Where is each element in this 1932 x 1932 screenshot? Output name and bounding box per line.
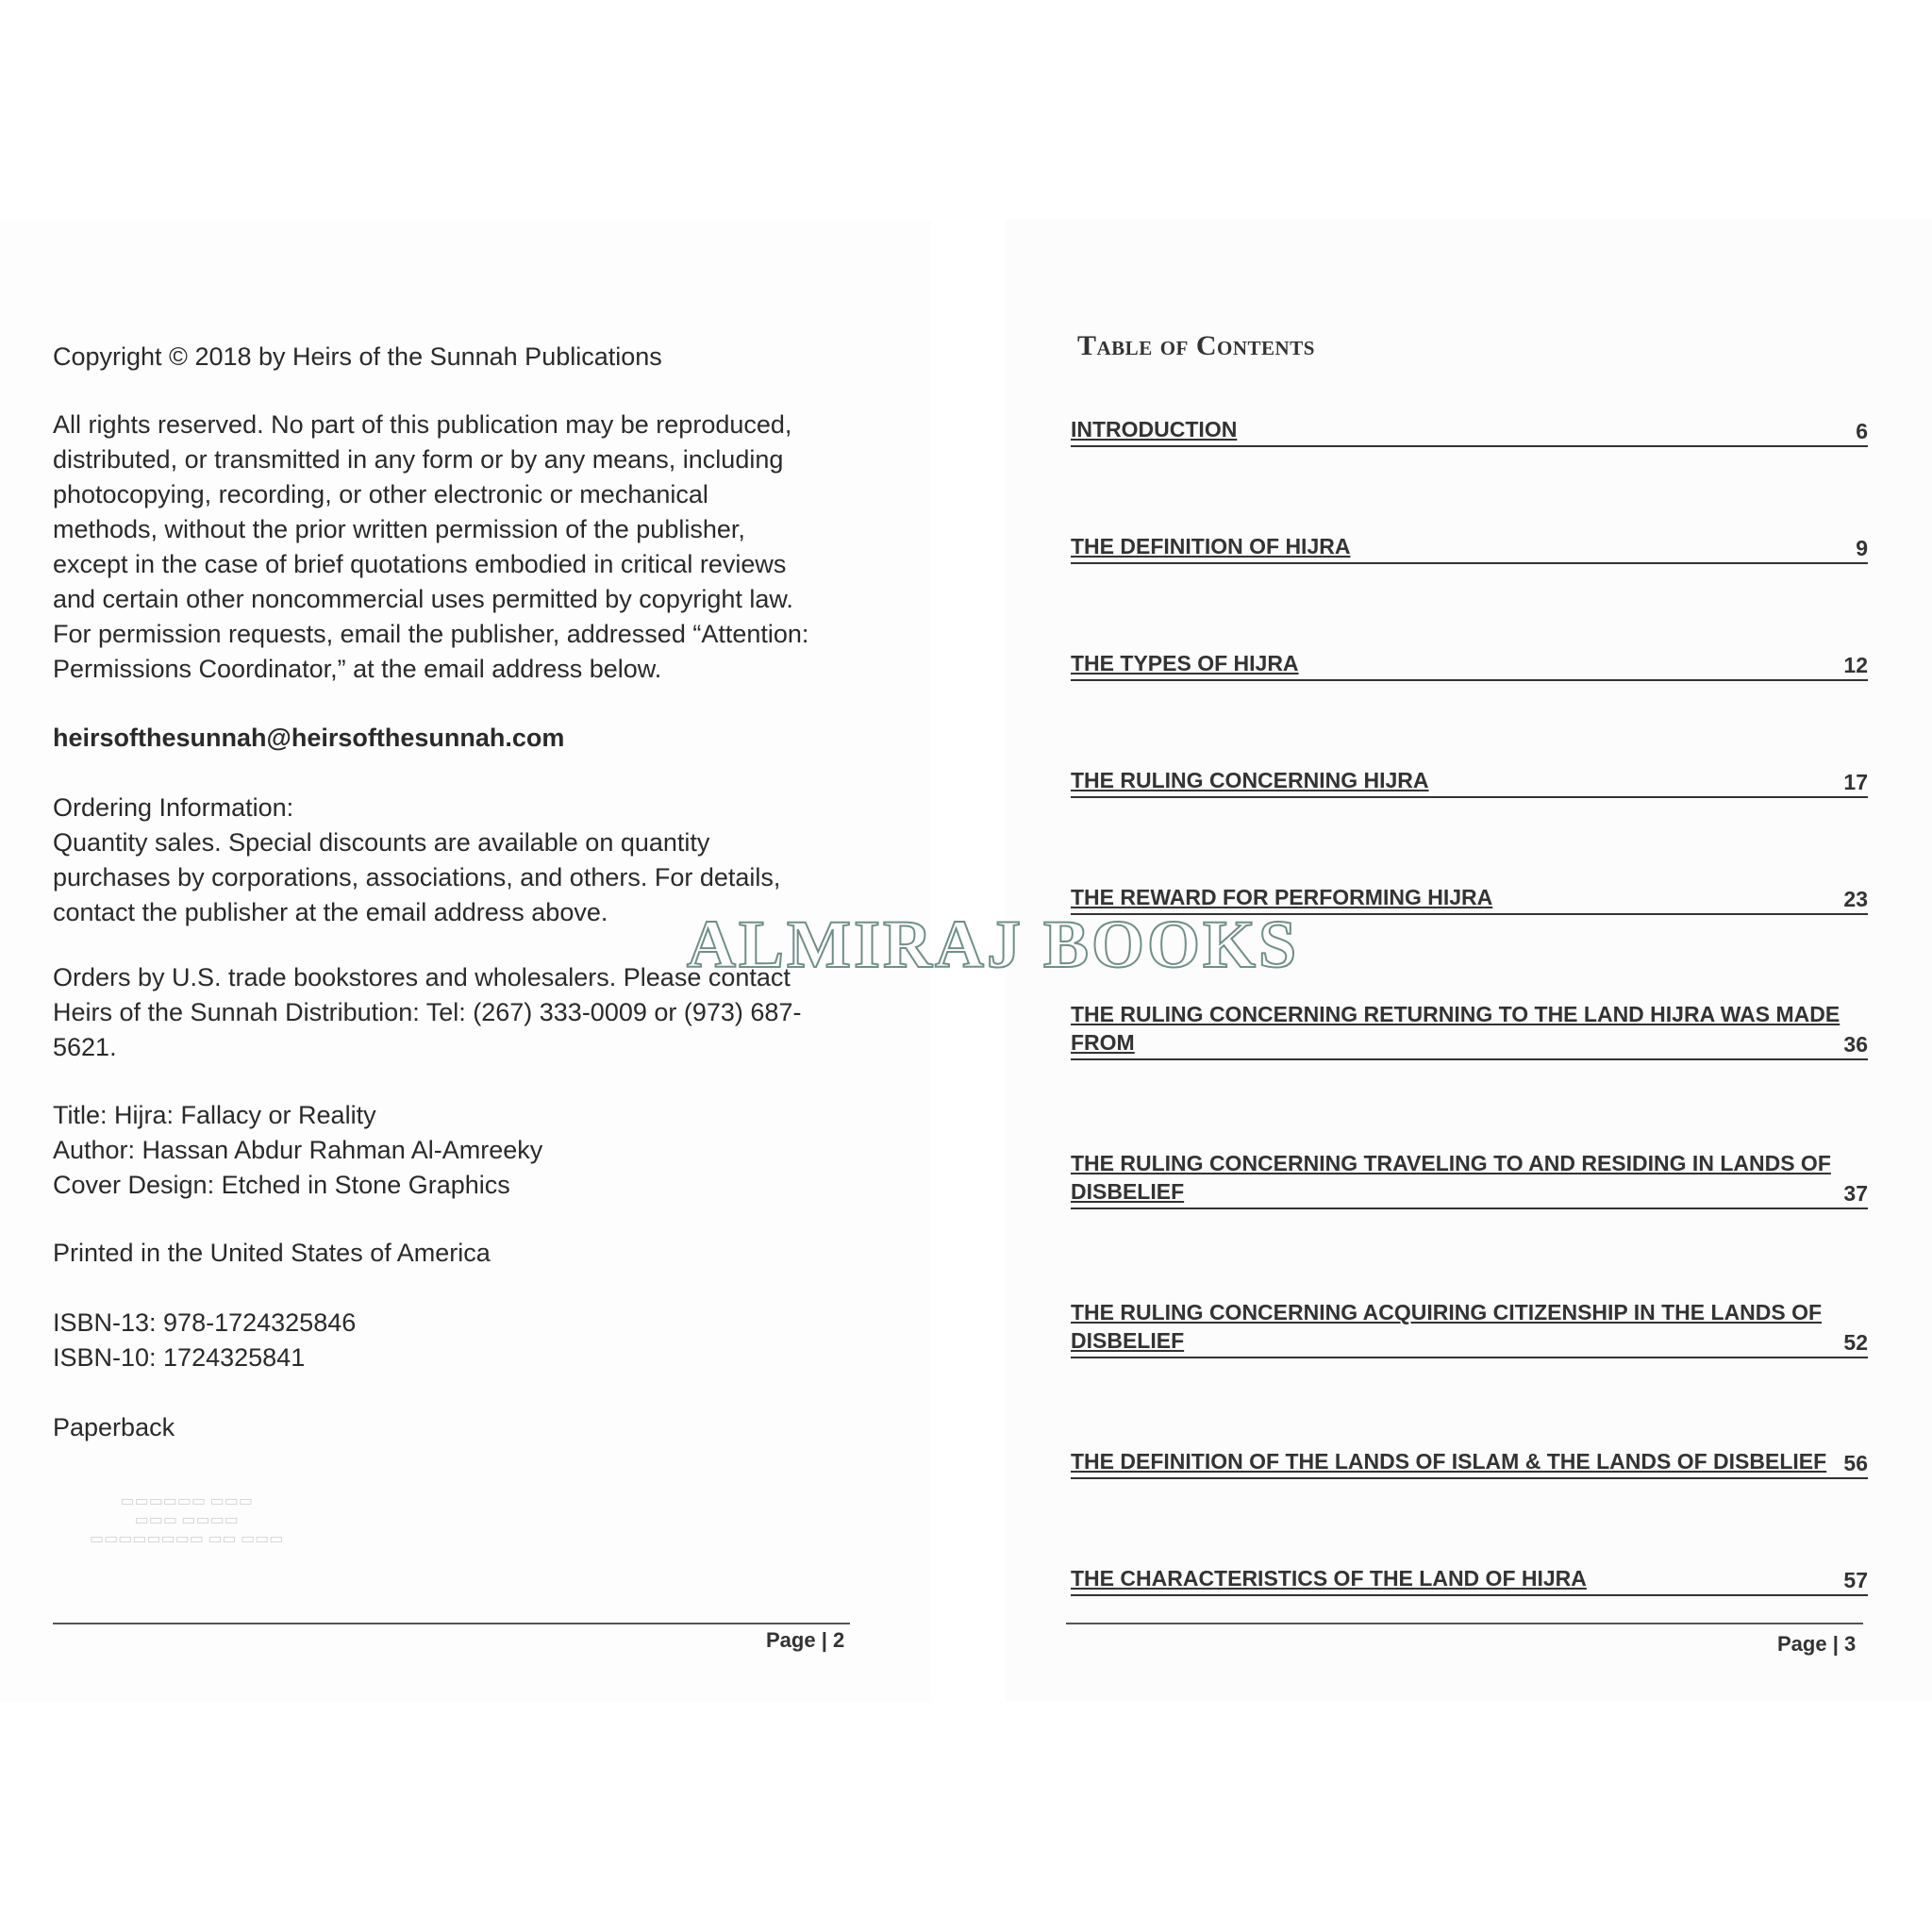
faint-stamp: ▭▭▭▭▭▭ ▭▭▭ ▭▭▭ ▭▭▭▭ ▭▭▭▭▭▭▭▭ ▭▭ ▭▭▭ [90,1493,284,1547]
book-info: Title: Hijra: Fallacy or Reality Author: Hassan Abdur Rahman Al-Amreeky Cover Design: Etched in Stone Graphics [53,1101,543,1199]
toc-page-number: 9 [1856,536,1868,560]
toc-leader-rule [1071,562,1868,564]
toc-entry-title: THE TYPES OF HIJRA [1071,651,1299,675]
toc-leader-rule [1071,796,1868,798]
toc-page-number: 6 [1856,419,1868,443]
toc-leader-rule [1071,1208,1868,1209]
toc-entry-title: INTRODUCTION [1071,417,1238,441]
toc-page-number: 36 [1843,1032,1868,1057]
copyright-line: Copyright © 2018 by Heirs of the Sunnah Publications [53,342,662,371]
rights-line: methods, without the prior written permission of the publisher, [53,515,745,543]
printed-line: Printed in the United States of America [53,1239,491,1267]
rights-paragraph [53,408,808,687]
rights-line: photocopying, recording, or other electronic or mechanical [53,480,708,508]
toc-entry[interactable] [1071,766,1868,800]
toc-leader-rule [1071,445,1868,447]
toc-entry-title: THE DEFINITION OF THE LANDS OF ISLAM & THE LANDS OF DISBELIEF [1071,1449,1827,1474]
toc-page-number: 12 [1843,653,1868,677]
toc-entry[interactable] [1071,1149,1868,1211]
toc-page-number: 52 [1843,1330,1868,1355]
toc-entry[interactable] [1071,1298,1868,1360]
rights-line: except in the case of brief quotations embodied in critical reviews [53,550,787,578]
toc-entry[interactable] [1071,532,1868,566]
toc-heading: Table of Contents [1077,330,1315,361]
toc-leader-rule [1071,1477,1868,1479]
toc-entry[interactable] [1071,1000,1868,1062]
toc-entry[interactable] [1071,1564,1868,1598]
trade-orders-paragraph: Orders by U.S. trade bookstores and wholesalers. Please contact Heirs of the Sunnah Distribution: Tel: (267) 333-0009 or (973) 687- 5621. [53,963,802,1061]
toc-leader-rule [1071,1357,1868,1358]
toc-entry[interactable] [1071,415,1868,449]
format-line: Paperback [53,1413,175,1441]
rights-line: distributed, or transmitted in any form or by any means, including [53,445,784,474]
page-number: Page | 3 [1777,1632,1857,1656]
toc-page-number: 37 [1843,1181,1868,1206]
footer-rule [53,1623,850,1624]
toc-entry[interactable] [1071,1447,1868,1481]
footer-rule [1066,1623,1863,1624]
toc-entry-title: THE RULING CONCERNING HIJRA [1071,768,1429,792]
toc-leader-rule [1071,679,1868,681]
toc-page-number: 23 [1843,887,1868,911]
toc-leader-rule [1071,1594,1868,1596]
toc-leader-rule [1071,1058,1868,1060]
toc-entry-title: THE DEFINITION OF HIJRA [1071,534,1351,558]
toc-entry-title: THE RULING CONCERNING ACQUIRING CITIZENSHIP IN THE LANDS OF [1071,1300,1823,1324]
toc-entry-title: THE RULING CONCERNING RETURNING TO THE LAND HIJRA WAS MADE [1071,1002,1840,1026]
toc-entry[interactable] [1071,649,1868,683]
watermark: ALMIRAJ BOOKS [687,907,1300,982]
toc-page-number: 57 [1843,1568,1868,1592]
rights-line: Permissions Coordinator,” at the email address below. [53,655,662,683]
page-number: Page | 2 [766,1628,845,1652]
toc-entry-title: THE REWARD FOR PERFORMING HIJRA [1071,885,1493,909]
toc-entry-title: THE RULING CONCERNING TRAVELING TO AND RESIDING IN LANDS OF [1071,1151,1831,1175]
ordering-paragraph: Ordering Information: Quantity sales. Special discounts are available on quantity purchases by corporations, associations, and others. For details, contact the publisher at the email address above. [53,793,781,926]
rights-line: All rights reserved. No part of this publication may be reproduced, [53,410,792,439]
toc-page-number: 56 [1843,1451,1868,1475]
toc-entry-title: DISBELIEF [1071,1179,1185,1204]
toc-page-number: 17 [1843,770,1868,794]
toc-entry-title: FROM [1071,1030,1135,1055]
rights-line: and certain other noncommercial uses permitted by copyright law. [53,585,793,613]
isbn-block: ISBN-13: 978-1724325846 ISBN-10: 1724325841 [53,1308,357,1372]
toc-entry-title: DISBELIEF [1071,1328,1185,1353]
toc-entry-title: THE CHARACTERISTICS OF THE LAND OF HIJRA [1071,1566,1587,1591]
rights-line: For permission requests, email the publisher, addressed “Attention: [53,620,809,648]
email-address: heirsofthesunnah@heirsofthesunnah.com [53,724,565,752]
